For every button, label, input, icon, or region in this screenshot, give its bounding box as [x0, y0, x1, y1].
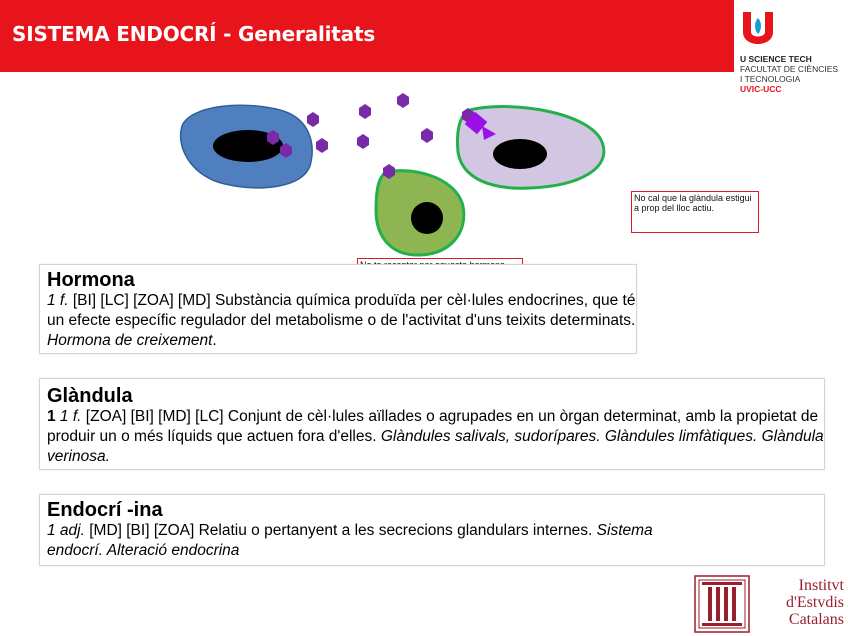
- logo-line: I TECNOLOGIA: [740, 74, 801, 84]
- definition-glandula: [39, 378, 825, 470]
- logo-line: UVIC-UCC: [740, 84, 782, 94]
- title-bar: [0, 0, 734, 72]
- iec-crest-icon: [694, 575, 750, 633]
- grammar-category: 1 f.: [55, 408, 82, 425]
- hormone-icon: [421, 128, 433, 143]
- uvic-u-icon: [740, 12, 776, 48]
- grammar-category: 1 f.: [47, 292, 69, 309]
- logo-line: FACULTAT DE CIÈNCIES: [740, 64, 839, 74]
- domain-tags: [MD] [BI] [ZOA]: [84, 522, 199, 539]
- hormone-icon: [397, 93, 409, 108]
- logo-line: U SCIENCE TECH: [740, 54, 812, 64]
- definition-term: Glàndula: [47, 385, 133, 407]
- definition-text: 1 f. [BI] [LC] [ZOA] [MD] Substància química produïda per cèl·lules endocrines, que té un efecte específic regulador del metabolisme o de l'activitat d'uns teixits determinats. Hormona de creixement.: [47, 292, 636, 349]
- iec-logo-line: Catalans: [788, 611, 844, 628]
- iec-logo-line: d'Estvdis: [786, 594, 844, 611]
- definition-term: Hormona: [47, 269, 135, 291]
- domain-tags: [ZOA] [BI] [MD] [LC]: [81, 408, 228, 425]
- definition-hormona: [39, 264, 637, 354]
- definition-term: Endocrí -ina: [47, 499, 163, 521]
- uvic-logo: [738, 10, 848, 100]
- hormone-illustration: [170, 88, 620, 263]
- iec-logo-line: Institvt: [798, 577, 844, 594]
- definition-text: [47, 407, 824, 467]
- definition-body: Conjunt de cèl·lules aïllades o agrupades en un òrgan determinat, amb la propietat de produir un o més líquids que actuen fora d'elles.: [47, 408, 819, 445]
- hormone-icon: [316, 138, 328, 153]
- usage-example: Sistema endocrí. Alteració endocrina: [47, 522, 653, 559]
- note-gland-distance: No cal que la glàndula estigui a prop del lloc actiu.: [631, 191, 759, 233]
- usage-example: Glàndules salivals, sudorípares. Glàndules limfàtiques. Glàndula verinosa.: [47, 428, 824, 465]
- usage-example: Hormona de creixement: [47, 332, 213, 349]
- definition-body: Relatiu o pertanyent a les secrecions glandulars internes.: [198, 522, 597, 539]
- iec-logo: [694, 575, 844, 633]
- page-title: SISTEMA ENDOCRÍ - Generalitats: [12, 22, 376, 46]
- domain-tags: [BI] [LC] [ZOA] [MD]: [68, 292, 215, 309]
- definition-body: Substància química produïda per cèl·lules endocrines, que té un efecte específic regulador del metabolisme o de l'activitat d'uns teixits determinats.: [47, 292, 636, 329]
- sense-number: 1: [47, 408, 56, 425]
- grammar-category: 1 adj.: [47, 522, 85, 539]
- hormone-icon: [307, 112, 319, 127]
- definition-endocri: [39, 494, 825, 566]
- cell-nucleus: [493, 139, 547, 169]
- cell-nucleus: [411, 202, 443, 234]
- definition-text: [47, 521, 707, 561]
- hormone-icon: [359, 104, 371, 119]
- hormone-icon: [357, 134, 369, 149]
